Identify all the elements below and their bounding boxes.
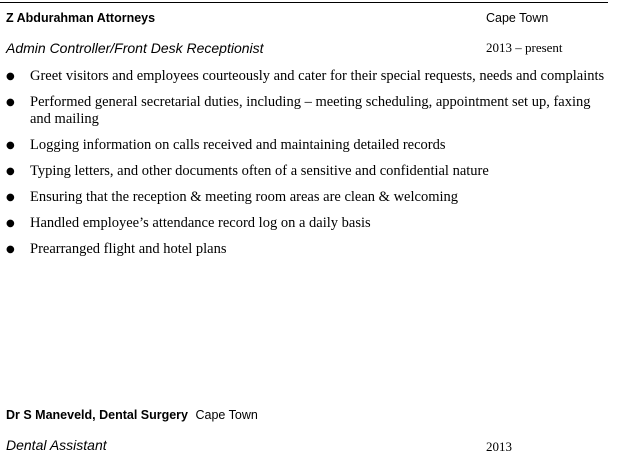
job1-employer: Z Abdurahman Attorneys bbox=[6, 11, 156, 25]
duty-text: Greet visitors and employees courteously and cater for their special requests, needs and complaints bbox=[30, 68, 605, 84]
job2-role: Dental Assistant bbox=[6, 437, 107, 453]
job1-role: Admin Controller/Front Desk Receptionist bbox=[6, 40, 264, 56]
bullet-icon: ● bbox=[6, 166, 15, 177]
duty-text: Prearranged flight and hotel plans bbox=[30, 241, 227, 257]
duty-item bbox=[0, 94, 612, 128]
duty-text: Typing letters, and other documents often of a sensitive and confidential nature bbox=[30, 163, 489, 179]
job1-dates: 2013 – present bbox=[486, 40, 563, 55]
duty-item bbox=[0, 215, 612, 232]
job2-dates: 2013 bbox=[486, 439, 512, 454]
top-divider bbox=[0, 2, 608, 3]
duty-text: Logging information on calls received and maintaining detailed records bbox=[30, 137, 446, 153]
duty-text: Performed general secretarial duties, including – meeting scheduling, appointment set up, faxing and mailing bbox=[30, 94, 591, 127]
bullet-icon: ● bbox=[6, 218, 15, 229]
duty-item bbox=[0, 189, 612, 206]
duty-text: Handled employee’s attendance record log on a daily basis bbox=[30, 215, 371, 231]
duty-item bbox=[0, 137, 612, 154]
job2-header bbox=[6, 408, 258, 422]
job1-duties-list bbox=[0, 68, 612, 267]
bullet-icon: ● bbox=[6, 140, 15, 151]
bullet-icon: ● bbox=[6, 192, 15, 203]
duty-item bbox=[0, 241, 612, 258]
job1-location: Cape Town bbox=[486, 11, 549, 25]
bullet-icon: ● bbox=[6, 71, 15, 82]
duty-item bbox=[0, 163, 612, 180]
bullet-icon: ● bbox=[6, 244, 15, 255]
duty-item bbox=[0, 68, 612, 85]
bullet-icon: ● bbox=[6, 97, 15, 108]
duty-text: Ensuring that the reception & meeting room areas are clean & welcoming bbox=[30, 189, 458, 205]
job2-location: Cape Town bbox=[195, 408, 258, 422]
job2-employer: Dr S Maneveld, Dental Surgery bbox=[6, 408, 189, 422]
